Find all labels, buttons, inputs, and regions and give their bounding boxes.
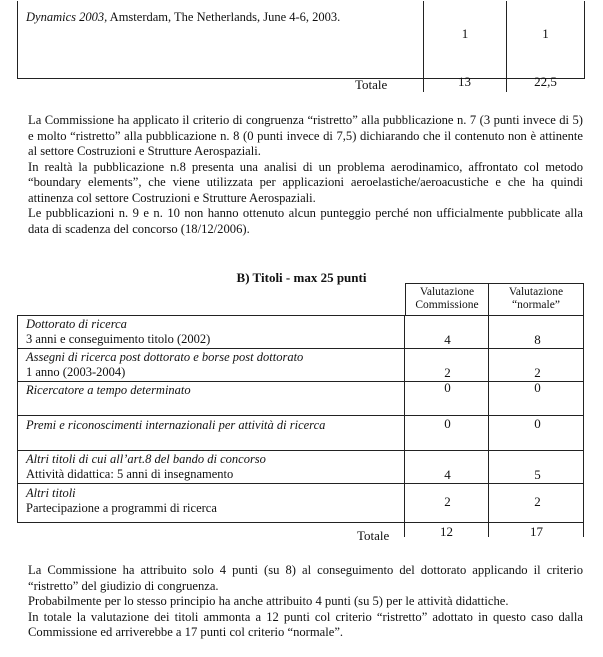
row-label: [26, 486, 217, 516]
paragraph: La Commissione ha applicato il criterio di congruenza “ristretto” alla pubblicazione n. 7 (3 punti invece di 5) e molto “ristretto” alla pubblicazione n. 8 (0 punti invece di 7,5) dichiarando che il contenuto non è attinente al settore Costruzioni e Strutture Aerospaziali.: [28, 113, 583, 158]
table-row: [17, 483, 584, 523]
row-normale: 0: [534, 416, 541, 431]
row-normale: 5: [534, 467, 541, 482]
total-label: Totale: [357, 528, 390, 543]
table-row: [17, 415, 584, 450]
row-title: Dottorato di ricerca: [26, 317, 127, 331]
row-normale: 2: [534, 365, 541, 380]
row-title: Altri titoli di cui all’art.8 del bando di concorso: [26, 452, 266, 466]
normale-cell: [507, 1, 584, 78]
header-text: “normale”: [512, 299, 560, 311]
row-commissione: 4: [444, 332, 451, 347]
table-row: [17, 381, 584, 415]
header-text: Valutazione: [508, 286, 564, 298]
reference-cell: [18, 1, 424, 78]
row-detail: Attività didattica: 5 anni di insegnamento: [26, 467, 234, 481]
header-text: Valutazione: [419, 286, 475, 298]
row-commissione: 0: [444, 380, 451, 395]
row-label: [26, 350, 303, 380]
header-normale: [488, 283, 584, 315]
row-title: Premi e riconoscimenti internazionali per attività di ricerca: [26, 418, 326, 432]
paragraph: In totale la valutazione dei titoli ammonta a 12 punti col criterio “ristretto” adottato in questo caso dalla Commissione ed arriverebbe a 17 punti col criterio “normale”.: [28, 609, 583, 639]
header-text: Commissione: [415, 299, 479, 311]
row-detail: 3 anni e conseguimento titolo (2002): [26, 332, 211, 346]
table-row: [17, 315, 584, 348]
paragraph: In realtà la pubblicazione n.8 presenta una analisi di un problema aerodinamico, affrontato col metodo “boundary elements”, che viene utilizzata per applicazioni aeroelastiche/aeroacustiche e che ha quindi attinenza col settore Costruzioni e Strutture Aerospaziali.: [28, 159, 583, 205]
row-title: Ricercatore a tempo determinato: [26, 383, 191, 397]
reference-italic: Dynamics 2003,: [26, 10, 108, 24]
paragraph: Le pubblicazioni n. 9 e n. 10 non hanno ottenuto alcun punteggio perché non ufficialmente pubblicate alla data di scadenza del concorso (18/12/2006).: [28, 206, 583, 236]
row-commissione: 0: [444, 416, 451, 431]
column-divider: [488, 315, 489, 537]
total-normale: 17: [530, 524, 543, 539]
row-title: Assegni di ricerca post dottorato e borse post dottorato: [26, 350, 304, 364]
row-detail: Partecipazione a programmi di ricerca: [26, 501, 217, 515]
row-normale: 0: [534, 380, 541, 395]
titoli-table: [17, 283, 584, 543]
row-label: [26, 452, 266, 482]
total-commissione: 12: [440, 524, 453, 539]
row-detail: 1 anno (2003-2004): [26, 365, 126, 379]
table-row: [17, 450, 584, 483]
row-commissione: 2: [444, 494, 451, 509]
row-normale: 2: [534, 494, 541, 509]
row-commissione: 2: [444, 365, 451, 380]
reference-rest: Amsterdam, The Netherlands, June 4-6, 2003.: [107, 10, 341, 24]
row-commissione: 4: [444, 467, 451, 482]
row-normale: 8: [534, 332, 541, 347]
commentary-publications: [28, 113, 583, 237]
total-label: Totale: [355, 77, 388, 92]
column-divider: [583, 523, 584, 537]
column-divider: [404, 315, 405, 537]
publications-table-tail: [17, 1, 585, 79]
section-title: B) Titoli - max 25 punti: [236, 270, 367, 285]
reference-text: [26, 10, 340, 25]
paragraph: La Commissione ha attribuito solo 4 punti (su 8) al conseguimento del dottorato applicando il criterio “ristretto” del giudizio di congruenza.: [28, 563, 583, 593]
header-commissione: [405, 283, 489, 315]
total-commissione: 13: [458, 74, 471, 89]
row-label: [26, 317, 210, 347]
row-title: Altri titoli: [26, 486, 76, 500]
row-label: [26, 418, 325, 433]
value-commissione: 1: [461, 26, 469, 41]
commentary-titoli: [28, 563, 583, 641]
commissione-cell: [424, 1, 507, 78]
value-normale: 1: [542, 26, 549, 41]
total-normale: 22,5: [534, 74, 557, 89]
row-label: [26, 383, 191, 398]
table-row: [17, 348, 584, 381]
paragraph: Probabilmente per lo stesso principio ha anche attribuito 4 punti (su 5) per le attività didattiche.: [28, 594, 509, 608]
